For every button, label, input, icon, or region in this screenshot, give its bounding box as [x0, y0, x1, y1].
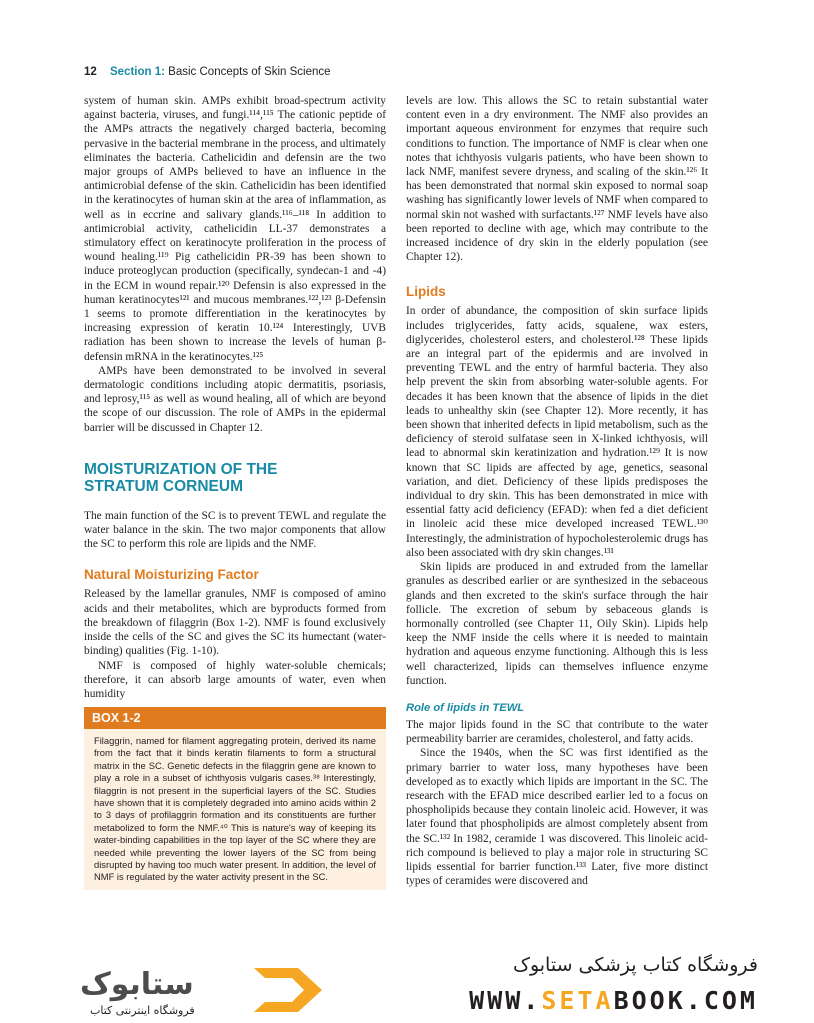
- heading-role-of-lipids: Role of lipids in TEWL: [406, 701, 525, 714]
- box-title: BOX 1-2: [84, 707, 386, 729]
- setabook-logo: [78, 960, 328, 1020]
- paragraph-nmf-2: NMF is composed of highly water-soluble chemicals; therefore, it can absorb large amounts of water, even when humidity: [84, 659, 386, 700]
- right-column: [406, 94, 708, 888]
- page-number: 12: [84, 66, 97, 78]
- paragraph-nmf-continued: levels are low. This allows the SC to retain substantial water content even in a dry environment. The NMF also provides an important aqueous environment for enzymes that require such conditions to function. The importance of NMF is clear when one notes that ichthyosis vulgaris patients, who have been shown to lack NMF, manifest severe dryness, and scaling of the skin.¹²⁶ It has been demonstrated that normal skin exposed to normal soap washing has significantly lower levels of NMF when compared to normal skin not washed with surfactants.¹²⁷ NMF levels have also been reported to decline with age, which may contribute to the increased incidence of dry skin in the elderly population (see Chapter 12).: [406, 95, 708, 264]
- section-label: Section 1:: [110, 66, 165, 78]
- shop-url[interactable]: [469, 986, 758, 1015]
- paragraph-lipids-2: Skin lipids are produced in and extruded from the lamellar granules as described earlier or are synthesized in the sebaceous glands and then excreted to the skin's surface through the hair follicle. The excretion of sebum by sebaceous glands is hormonally controlled (see Chapter 11, Oily Skin). Lipids help keep the NMF inside the cells where it is needed to maintain hydration and aqueous enzyme functioning. Although this is less well characterized, lipids can themselves influence enzyme function.: [406, 561, 708, 687]
- url-suffix: BOOK.COM: [613, 986, 758, 1015]
- heading-nmf: Natural Moisturizing Factor: [84, 567, 259, 583]
- paragraph-role-1: The major lipids found in the SC that contribute to the water permeability barrier are ceramides, cholesterol, and fatty acids.: [406, 718, 708, 746]
- paragraph-nmf-1: Released by the lamellar granules, NMF is composed of amino acids and their metabolites, which are byproducts formed from the breakdown of filaggrin (Box 1-2). NMF is found exclusively inside the cells of the SC and gives the SC its humectant (water-binding) qualities (Fig. 1-10).: [84, 588, 386, 658]
- box-text: Filaggrin, named for filament aggregating protein, derived its name from the fact that it binds keratin filaments to form a structural matrix in the SC. Genetic defects in the filaggrin gene are known to play a role in a subset of ichthyosis vulgaris cases.³⁸ Interestingly, filaggrin is not present in the superficial layers of the SC. Studies have shown that it is completely degraded into amino acids within 2 to 3 days of profilaggrin formation and its constituents are further metabolized to form the NMF.⁴⁰ This is nature's way of keeping its water-binding capabilities in the top layer of the SC where they are needed while preventing the lower layers of the SC from being disrupted by having too much water present. In addition, the level of NMF is regulated by the water activity present in the SC.: [94, 735, 376, 883]
- shop-name: فروشگاه کتاب پزشکی ستابوک: [512, 954, 758, 976]
- logo-tagline: فروشگاه اینترنتی کتاب: [90, 1004, 195, 1017]
- left-column: [84, 94, 386, 701]
- paragraph-moisturization: The main function of the SC is to prevent TEWL and regulate the water balance in the skin. The two major components that allow the SC to perform this role are lipids and the NMF.: [84, 509, 386, 551]
- heading-lipids: Lipids: [406, 284, 446, 300]
- paragraph-lipids-1: In order of abundance, the composition of skin surface lipids includes triglycerides, fatty acids, squalene, wax esters, diglycerides, cholesterol esters, and cholesterol.¹²⁸ These lipids are an integral part of the epidermis and are involved in preventing TEWL and the entry of harmful bacteria. They also help prevent the skin from absorbing water-soluble agents. For decades it has been known that the absence of lipids in the diet leads to unhealthy skin (see Chapter 12). More recently, it has been shown that inherited defects in lipid metabolism, such as the deficiency of steroid sulfatase seen in X-linked ichthyosis, will lead to abnormal skin keratinization and hydration.¹²⁹ It is now known that SC lipids are affected by age, genetics, seasonal variation, and diet. Deficiency of these lipids predisposes the individual to dry skin. This has been demonstrated in mice with essential fatty acid deficiency (EFAD): when fed a diet deficient in linoleic acid these mice developed increased TEWL.¹³⁰ Interestingly, the administration of hypocholesterolemic drugs has also been associated with dry skin changes.¹³¹: [406, 305, 708, 559]
- watermark-footer: [0, 940, 814, 1023]
- heading-moisturization: MOISTURIZATION OF THE STRATUM CORNEUM: [84, 460, 278, 495]
- logo-chevron-icon: [254, 968, 322, 1012]
- logo-brand-text: ستابوک: [80, 967, 194, 1002]
- paragraph-amps: system of human skin. AMPs exhibit broad-spectrum activity against bacteria, viruses, and fungi.¹¹⁴,¹¹⁵ The cationic peptide of the AMPs attracts the negatively charged bacteria, becoming pervasive in the bacterial membrane in the process, and ultimately eliminates the bacteria. Cathelicidin and defensin are the two major groups of AMPs believed to have an influence in the antimicrobial defense of the skin. Cathelicidin has been identified in the keratinocytes of human skin at the area of inflammation, as well as in eccrine and salivary glands.¹¹⁶–¹¹⁸ In addition to antimicrobial activity, cathelicidin LL-37 demonstrates a stimulatory effect on keratinocyte proliferation in the process of wound healing.¹¹⁹ Pig cathelicidin PR-39 has been shown to induce proteoglycan production (specifically, syndecan-1 and -4) in the ECM in wound repair.¹²⁰ Defensin is also expressed in the human keratinocytes¹²¹ and mucous membranes.¹²²,¹²³ β-Defensin 1 seems to promote differentiation in the keratinocytes by increasing expression of keratin 10.¹²⁴ Interestingly, UVB radiation has been shown to increase the levels of human β-defensin mRNA in the keratinocytes.¹²⁵: [84, 95, 386, 363]
- paragraph-role-2: Since the 1940s, when the SC was first identified as the primary barrier to water loss, many hypotheses have been developed as to exactly which lipids are important in the SC. The research with the EFAD mice described earlier led to a focus on phospholipids because they contain linoleic acid. However, it was later found that phospholipids are almost completely absent from the SC.¹³² In 1982, ceramide 1 was discovered. This linoleic acid-rich compound is believed to play a major role in structuring SC lipids essential for barrier function.¹³³ Later, five more distinct types of ceramides were discovered and: [406, 747, 708, 888]
- url-highlight: SETA: [541, 986, 614, 1015]
- url-prefix: WWW.: [469, 986, 542, 1015]
- box-1-2: [84, 707, 386, 890]
- paragraph-amps-conditions: AMPs have been demonstrated to be involved in several dermatologic conditions including atopic dermatitis, psoriasis, and leprosy,¹¹⁵ as well as wound healing, all of which are beyond the scope of our discussion. The role of AMPs in the epidermal barrier will be discussed in Chapter 12.: [84, 364, 386, 434]
- section-title: Basic Concepts of Skin Science: [168, 66, 331, 78]
- running-head: [84, 66, 331, 78]
